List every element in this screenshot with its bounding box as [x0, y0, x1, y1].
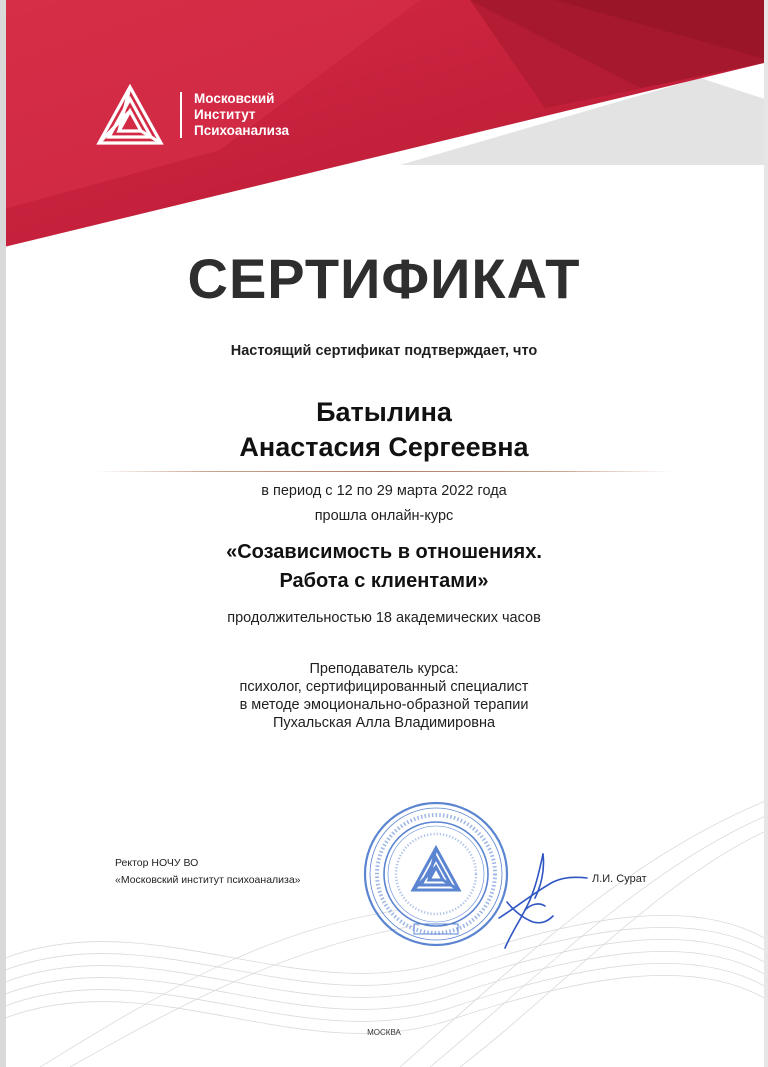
teacher-line-2: в методе эмоционально-образной терапии	[239, 697, 529, 713]
teacher-name: Пухальская Алла Владимировна	[272, 715, 496, 731]
teacher-line-1: психолог, сертифицированный специалист	[239, 679, 529, 695]
rector-title	[115, 855, 301, 889]
signer-name: Л.И. Сурат	[592, 873, 647, 885]
city-label: МОСКВА	[367, 1028, 401, 1037]
page-edge-right	[764, 0, 768, 1067]
logo-line-3: Психоанализа	[194, 123, 290, 138]
recipient-name	[0, 395, 768, 465]
recipient-surname: Батылина	[316, 397, 452, 427]
recipient-given-names: Анастасия Сергеевна	[239, 432, 529, 462]
teacher-label: Преподаватель курса:	[309, 661, 459, 677]
logo-line-2: Институт	[194, 107, 256, 122]
official-stamp	[362, 800, 510, 948]
course-title	[0, 538, 768, 596]
completed-text: прошла онлайн-курс	[314, 508, 454, 524]
triangle-logo-icon	[96, 84, 164, 146]
course-title-line-1: «Созависимость в отношениях.	[226, 541, 542, 563]
handwritten-signature	[495, 852, 595, 952]
rector-line-1: Ректор НОЧУ ВО	[115, 857, 199, 869]
rector-line-2: «Московский институт психоанализа»	[115, 874, 301, 886]
page-edge-left	[0, 0, 6, 1067]
institute-logo-text	[194, 91, 289, 139]
certificate-subtitle: Настоящий сертификат подтверждает, что	[230, 343, 538, 359]
course-duration: продолжительностью 18 академических часов	[227, 610, 541, 626]
course-period: в период с 12 по 29 марта 2022 года	[261, 483, 507, 499]
course-title-line-2: Работа с клиентами»	[279, 570, 489, 592]
logo-divider	[180, 92, 182, 138]
teacher-block	[0, 660, 768, 732]
certificate-title: СЕРТИФИКАТ	[187, 247, 581, 310]
logo-line-1: Московский	[194, 91, 275, 106]
name-underline	[95, 471, 673, 472]
